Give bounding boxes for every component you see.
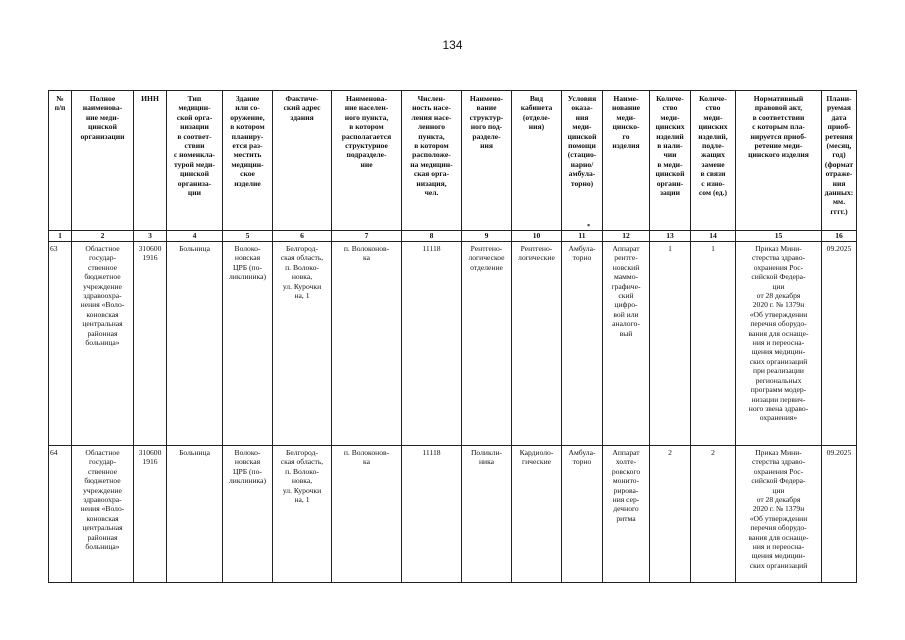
column-header: Наиме- нование меди- цинско- го изделия	[603, 91, 650, 231]
table-cell: 64	[49, 446, 72, 583]
table-cell: Волоко- новская ЦРБ (по- ликлиника)	[223, 242, 273, 446]
table-cell: Амбула- торно	[562, 242, 603, 446]
column-number: 9	[462, 231, 512, 242]
page-number: 134	[442, 38, 463, 52]
table-cell: Больница	[167, 242, 223, 446]
table-cell: Рентгено- логическое отделение	[462, 242, 512, 446]
column-number: 8	[402, 231, 462, 242]
column-header: Количе- ство меди- цинских изделий в нали- чии в меди- цинской органи- зации	[650, 91, 691, 231]
column-number: 6	[273, 231, 332, 242]
column-number-row	[49, 231, 857, 242]
table-cell: Больница	[167, 446, 223, 583]
column-number: 15	[736, 231, 822, 242]
table-cell: Волоко- новская ЦРБ (по- ликлиника)	[223, 446, 273, 583]
column-header: Вид кабинета (отделе- ния)	[512, 91, 562, 231]
table-cell: 2	[650, 446, 691, 583]
column-number: 4	[167, 231, 223, 242]
table-cell: п. Волоконов- ка	[332, 446, 402, 583]
table-cell: 310600 1916	[134, 242, 167, 446]
column-header: Наименова- ние населен- ного пункта, в котором располагается структурное подразделе- ние	[332, 91, 402, 231]
table-cell: Поликли- ника	[462, 446, 512, 583]
table-cell: Приказ Мини- стерства здраво- охранения Рос- сийской Федера- ции от 28 декабря 2020 г. № 1379н «Об утверждении перечня оборудо- вания для оснаще- ния и переосна- щения медицин- ских организаций при реализации региональных программ модер- низации первич- ного звена здраво- охранения»	[736, 242, 822, 446]
table-cell: Аппарат рентге- новский маммо- графиче- ский цифро- вой или аналого- вый	[603, 242, 650, 446]
header-row	[49, 91, 857, 231]
table-cell: Областное государ- ственное бюджетное учреждение здравоохра- нения «Воло- коновская центральная районная больница»	[72, 242, 134, 446]
table-row	[49, 446, 857, 583]
column-number: 7	[332, 231, 402, 242]
table-cell: 63	[49, 242, 72, 446]
column-header: Условия оказа- ния меди- цинской помощи (стацио- нарно/ амбула- торно)	[562, 91, 603, 231]
column-number: 12	[603, 231, 650, 242]
column-header: Плани- руемая дата приоб- ретения (месяц, год) (формат отраже- ния данных: мм. гггг.)	[822, 91, 857, 231]
table-cell: Кардиоло- гические	[512, 446, 562, 583]
column-number: 5	[223, 231, 273, 242]
table-cell: Белгород- ская область, п. Волоко- новка, ул. Курочки на, 1	[273, 446, 332, 583]
table-cell: 1	[650, 242, 691, 446]
column-header: Количе- ство меди- цинских изделий, подле- жащих замене в связи с изно- сом (ед.)	[691, 91, 736, 231]
column-header: Фактиче- ский адрес здания	[273, 91, 332, 231]
table-cell: п. Волоконов- ка	[332, 242, 402, 446]
table-cell: 2	[691, 446, 736, 583]
column-header: Наимено- вание структур- ного под- разделе- ния	[462, 91, 512, 231]
column-header: Тип медицин- ской орга- низации в соответ- ствии с номенкла- турой меди- цинской организа- ции	[167, 91, 223, 231]
table-cell: 310600 1916	[134, 446, 167, 583]
column-number: 3	[134, 231, 167, 242]
column-header: ИНН	[134, 91, 167, 231]
column-number: 10	[512, 231, 562, 242]
table-cell: Белгород- ская область, п. Волоко- новка, ул. Курочки на, 1	[273, 242, 332, 446]
table-row	[49, 242, 857, 446]
column-header: Числен- ность насе- ления насе- ленного пункта, в котором расположе- на медицин- ская орга- низация, чел.	[402, 91, 462, 231]
table-cell: 1	[691, 242, 736, 446]
column-number: 16	[822, 231, 857, 242]
column-header: Нормативный правовой акт, в соответствии с которым пла- нируется приоб- ретение меди- цинского изделия	[736, 91, 822, 231]
table-cell: 09.2025	[822, 242, 857, 446]
table-cell: 11118	[402, 242, 462, 446]
column-header: Полное наименова- ние меди- цинской организации	[72, 91, 134, 231]
table-cell: 11118	[402, 446, 462, 583]
column-number: 11	[562, 231, 603, 242]
table-cell: Рентгено- логические	[512, 242, 562, 446]
column-number: 14	[691, 231, 736, 242]
table-cell: Приказ Мини- стерства здраво- охранения Рос- сийской Федера- ции от 28 декабря 2020 г. № 1379н «Об утверждении перечня оборудо- вания для оснаще- ния и переосна- щения медицин- ских организаций	[736, 446, 822, 583]
table-cell: Аппарат холте- ровского монито- рирова- ния сер- дечного ритма	[603, 446, 650, 583]
column-number: 2	[72, 231, 134, 242]
table-cell: Амбула- торно	[562, 446, 603, 583]
equipment-table	[48, 90, 857, 583]
table-cell: 09.2025	[822, 446, 857, 583]
column-number: 1	[49, 231, 72, 242]
table-cell: Областное государ- ственное бюджетное учреждение здравоохра- нения «Воло- коновская центральная районная больница»	[72, 446, 134, 583]
column-number: 13	[650, 231, 691, 242]
column-header: Здание или со- оружение, в котором планиру- ется раз- местить медицин- ское изделие	[223, 91, 273, 231]
column-header: № п/п	[49, 91, 72, 231]
